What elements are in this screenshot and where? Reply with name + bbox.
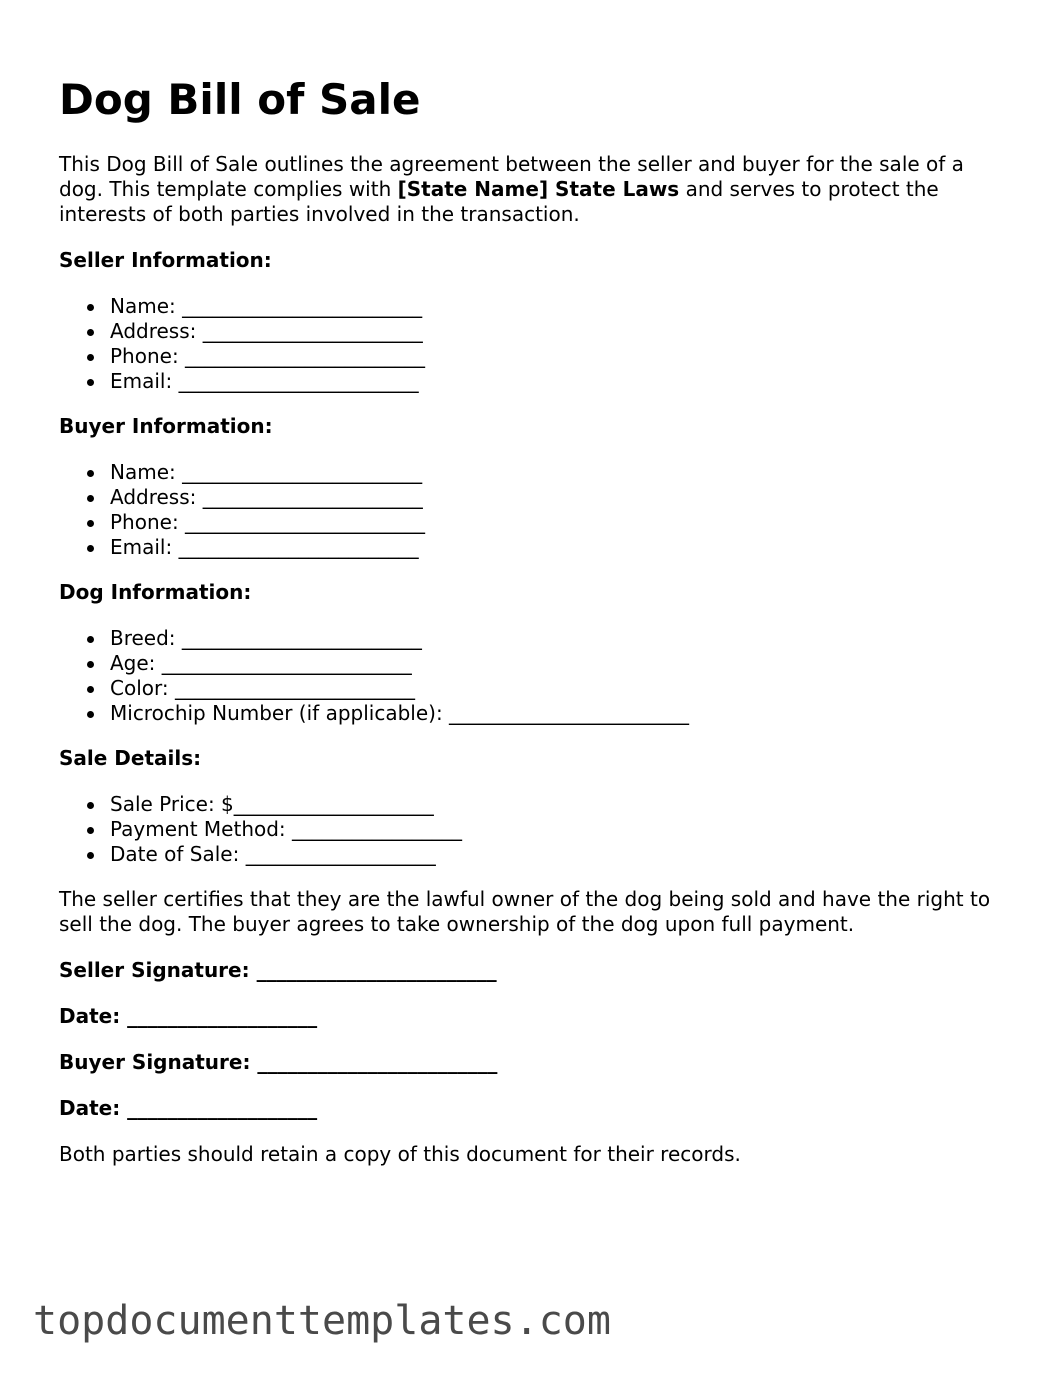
document-page xyxy=(59,74,1009,1188)
sale-details-list xyxy=(59,792,1009,867)
dog-microchip-field: Microchip Number (if applicable): ________________________ xyxy=(110,701,1009,726)
seller-address-field: Address: ______________________ xyxy=(110,319,1009,344)
seller-info-list xyxy=(59,294,1009,394)
buyer-address-field: Address: ______________________ xyxy=(110,485,1009,510)
sale-details-heading: Sale Details: xyxy=(59,746,202,770)
dog-color-field: Color: ________________________ xyxy=(110,676,1009,701)
buyer-signature-line: Buyer Signature: ________________________ xyxy=(59,1050,498,1074)
dog-info-list xyxy=(59,626,1009,726)
intro-text-after: and serves to protect the interests of both parties involved in the transaction. xyxy=(59,177,939,226)
intro-paragraph xyxy=(59,152,1009,227)
buyer-email-field: Email: ________________________ xyxy=(110,535,1009,560)
buyer-date-line: Date: ___________________ xyxy=(59,1096,318,1120)
buyer-phone-field: Phone: ________________________ xyxy=(110,510,1009,535)
site-watermark: topdocumenttemplates.com xyxy=(33,1298,611,1344)
date-of-sale-field: Date of Sale: ___________________ xyxy=(110,842,1009,867)
intro-text-before: This Dog Bill of Sale outlines the agreement between the seller and buyer for the sale of a dog. This template complies with xyxy=(59,152,964,201)
buyer-info-heading: Buyer Information: xyxy=(59,414,273,438)
payment-method-field: Payment Method: _________________ xyxy=(110,817,1009,842)
buyer-info-list xyxy=(59,460,1009,560)
seller-name-field: Name: ________________________ xyxy=(110,294,1009,319)
seller-phone-field: Phone: ________________________ xyxy=(110,344,1009,369)
dog-breed-field: Breed: ________________________ xyxy=(110,626,1009,651)
seller-info-heading: Seller Information: xyxy=(59,248,272,272)
dog-age-field: Age: _________________________ xyxy=(110,651,1009,676)
seller-date-line: Date: ___________________ xyxy=(59,1004,318,1028)
sale-price-field: Sale Price: $____________________ xyxy=(110,792,1009,817)
seller-email-field: Email: ________________________ xyxy=(110,369,1009,394)
dog-info-heading: Dog Information: xyxy=(59,580,252,604)
closing-paragraph: Both parties should retain a copy of this document for their records. xyxy=(59,1142,741,1166)
buyer-name-field: Name: ________________________ xyxy=(110,460,1009,485)
intro-state-laws: [State Name] State Laws xyxy=(397,177,680,201)
certification-paragraph: The seller certifies that they are the lawful owner of the dog being sold and have the right to sell the dog. The buyer agrees to take ownership of the dog upon full payment. xyxy=(59,887,991,936)
document-title: Dog Bill of Sale xyxy=(59,75,421,124)
seller-signature-line: Seller Signature: ________________________ xyxy=(59,958,497,982)
